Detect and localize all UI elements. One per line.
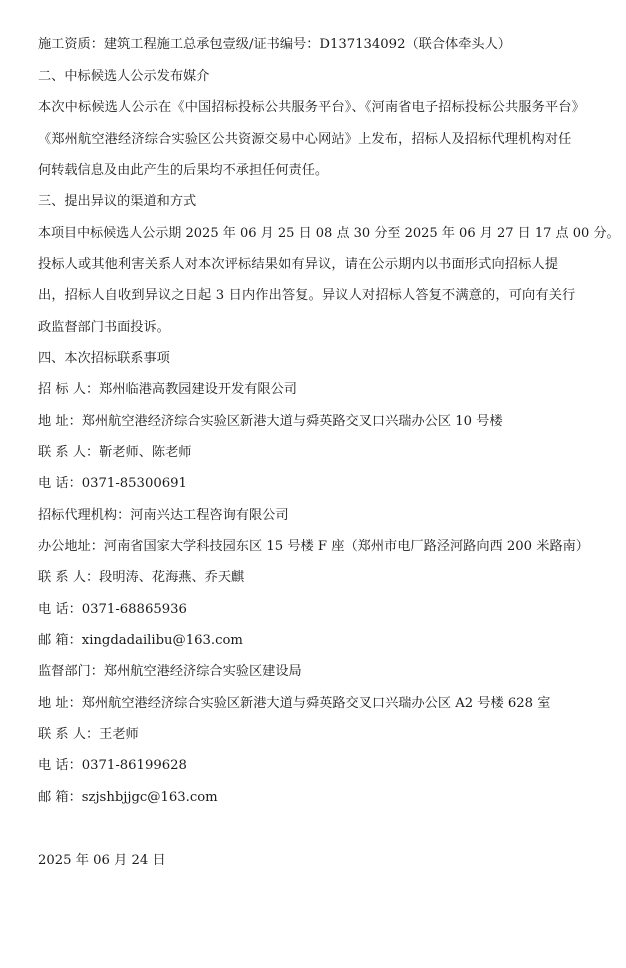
notice-date: 2025 年 06 月 24 日: [38, 853, 166, 868]
supervisor-name: 监督部门：郑州航空港经济综合实验区建设局: [38, 664, 302, 679]
agency-email: 邮 箱：xingdadailibu@163.com: [38, 633, 243, 648]
section-3-heading: 三、提出异议的渠道和方式: [38, 194, 197, 209]
section-2-heading: 二、中标候选人公示发布媒介: [38, 69, 210, 84]
section-2-line: 《郑州航空港经济综合实验区公共资源交易中心网站》上发布，招标人及招标代理机构对任: [38, 132, 572, 147]
section-3-line: 政监督部门书面投诉。: [38, 320, 170, 335]
tenderer-name: 招 标 人：郑州临港高教园建设开发有限公司: [38, 382, 297, 397]
agency-name: 招标代理机构：河南兴达工程咨询有限公司: [38, 508, 289, 523]
qualification-line: 施工资质：建筑工程施工总承包壹级/证书编号：D137134092（联合体牵头人）: [38, 37, 511, 52]
tenderer-contact: 联 系 人：靳老师、陈老师: [38, 445, 192, 460]
section-3-line: 投标人或其他利害关系人对本次评标结果如有异议，请在公示期内以书面形式向招标人提: [38, 257, 559, 272]
tenderer-phone: 电 话：0371-85300691: [38, 476, 187, 491]
section-4-heading: 四、本次招标联系事项: [38, 351, 170, 366]
section-3-line: 本项目中标候选人公示期 2025 年 06 月 25 日 08 点 30 分至 2025 年 06 月 27 日 17 点 00 分。: [38, 226, 620, 241]
supervisor-email: 邮 箱：szjshbjjgc@163.com: [38, 790, 218, 805]
tenderer-address: 地 址：郑州航空港经济综合实验区新港大道与舜英路交叉口兴瑞办公区 10 号楼: [38, 414, 503, 429]
section-2-line: 何转载信息及由此产生的后果均不承担任何责任。: [38, 163, 329, 178]
supervisor-contact: 联 系 人：王老师: [38, 727, 139, 742]
section-3-line: 出，招标人自收到异议之日起 3 日内作出答复。异议人对招标人答复不满意的，可向有关行: [38, 288, 576, 303]
section-2-line: 本次中标候选人公示在《中国招标投标公共服务平台》、《河南省电子招标投标公共服务平台》: [38, 100, 585, 115]
agency-contact: 联 系 人：段明涛、花海燕、乔天麒: [38, 570, 245, 585]
agency-address: 办公地址：河南省国家大学科技园东区 15 号楼 F 座（郑州市电厂路泾河路向西 200 米路南）: [38, 539, 589, 554]
agency-phone: 电 话：0371-68865936: [38, 602, 187, 617]
supervisor-address: 地 址：郑州航空港经济综合实验区新港大道与舜英路交叉口兴瑞办公区 A2 号楼 628 室: [38, 696, 551, 711]
supervisor-phone: 电 话：0371-86199628: [38, 758, 187, 773]
